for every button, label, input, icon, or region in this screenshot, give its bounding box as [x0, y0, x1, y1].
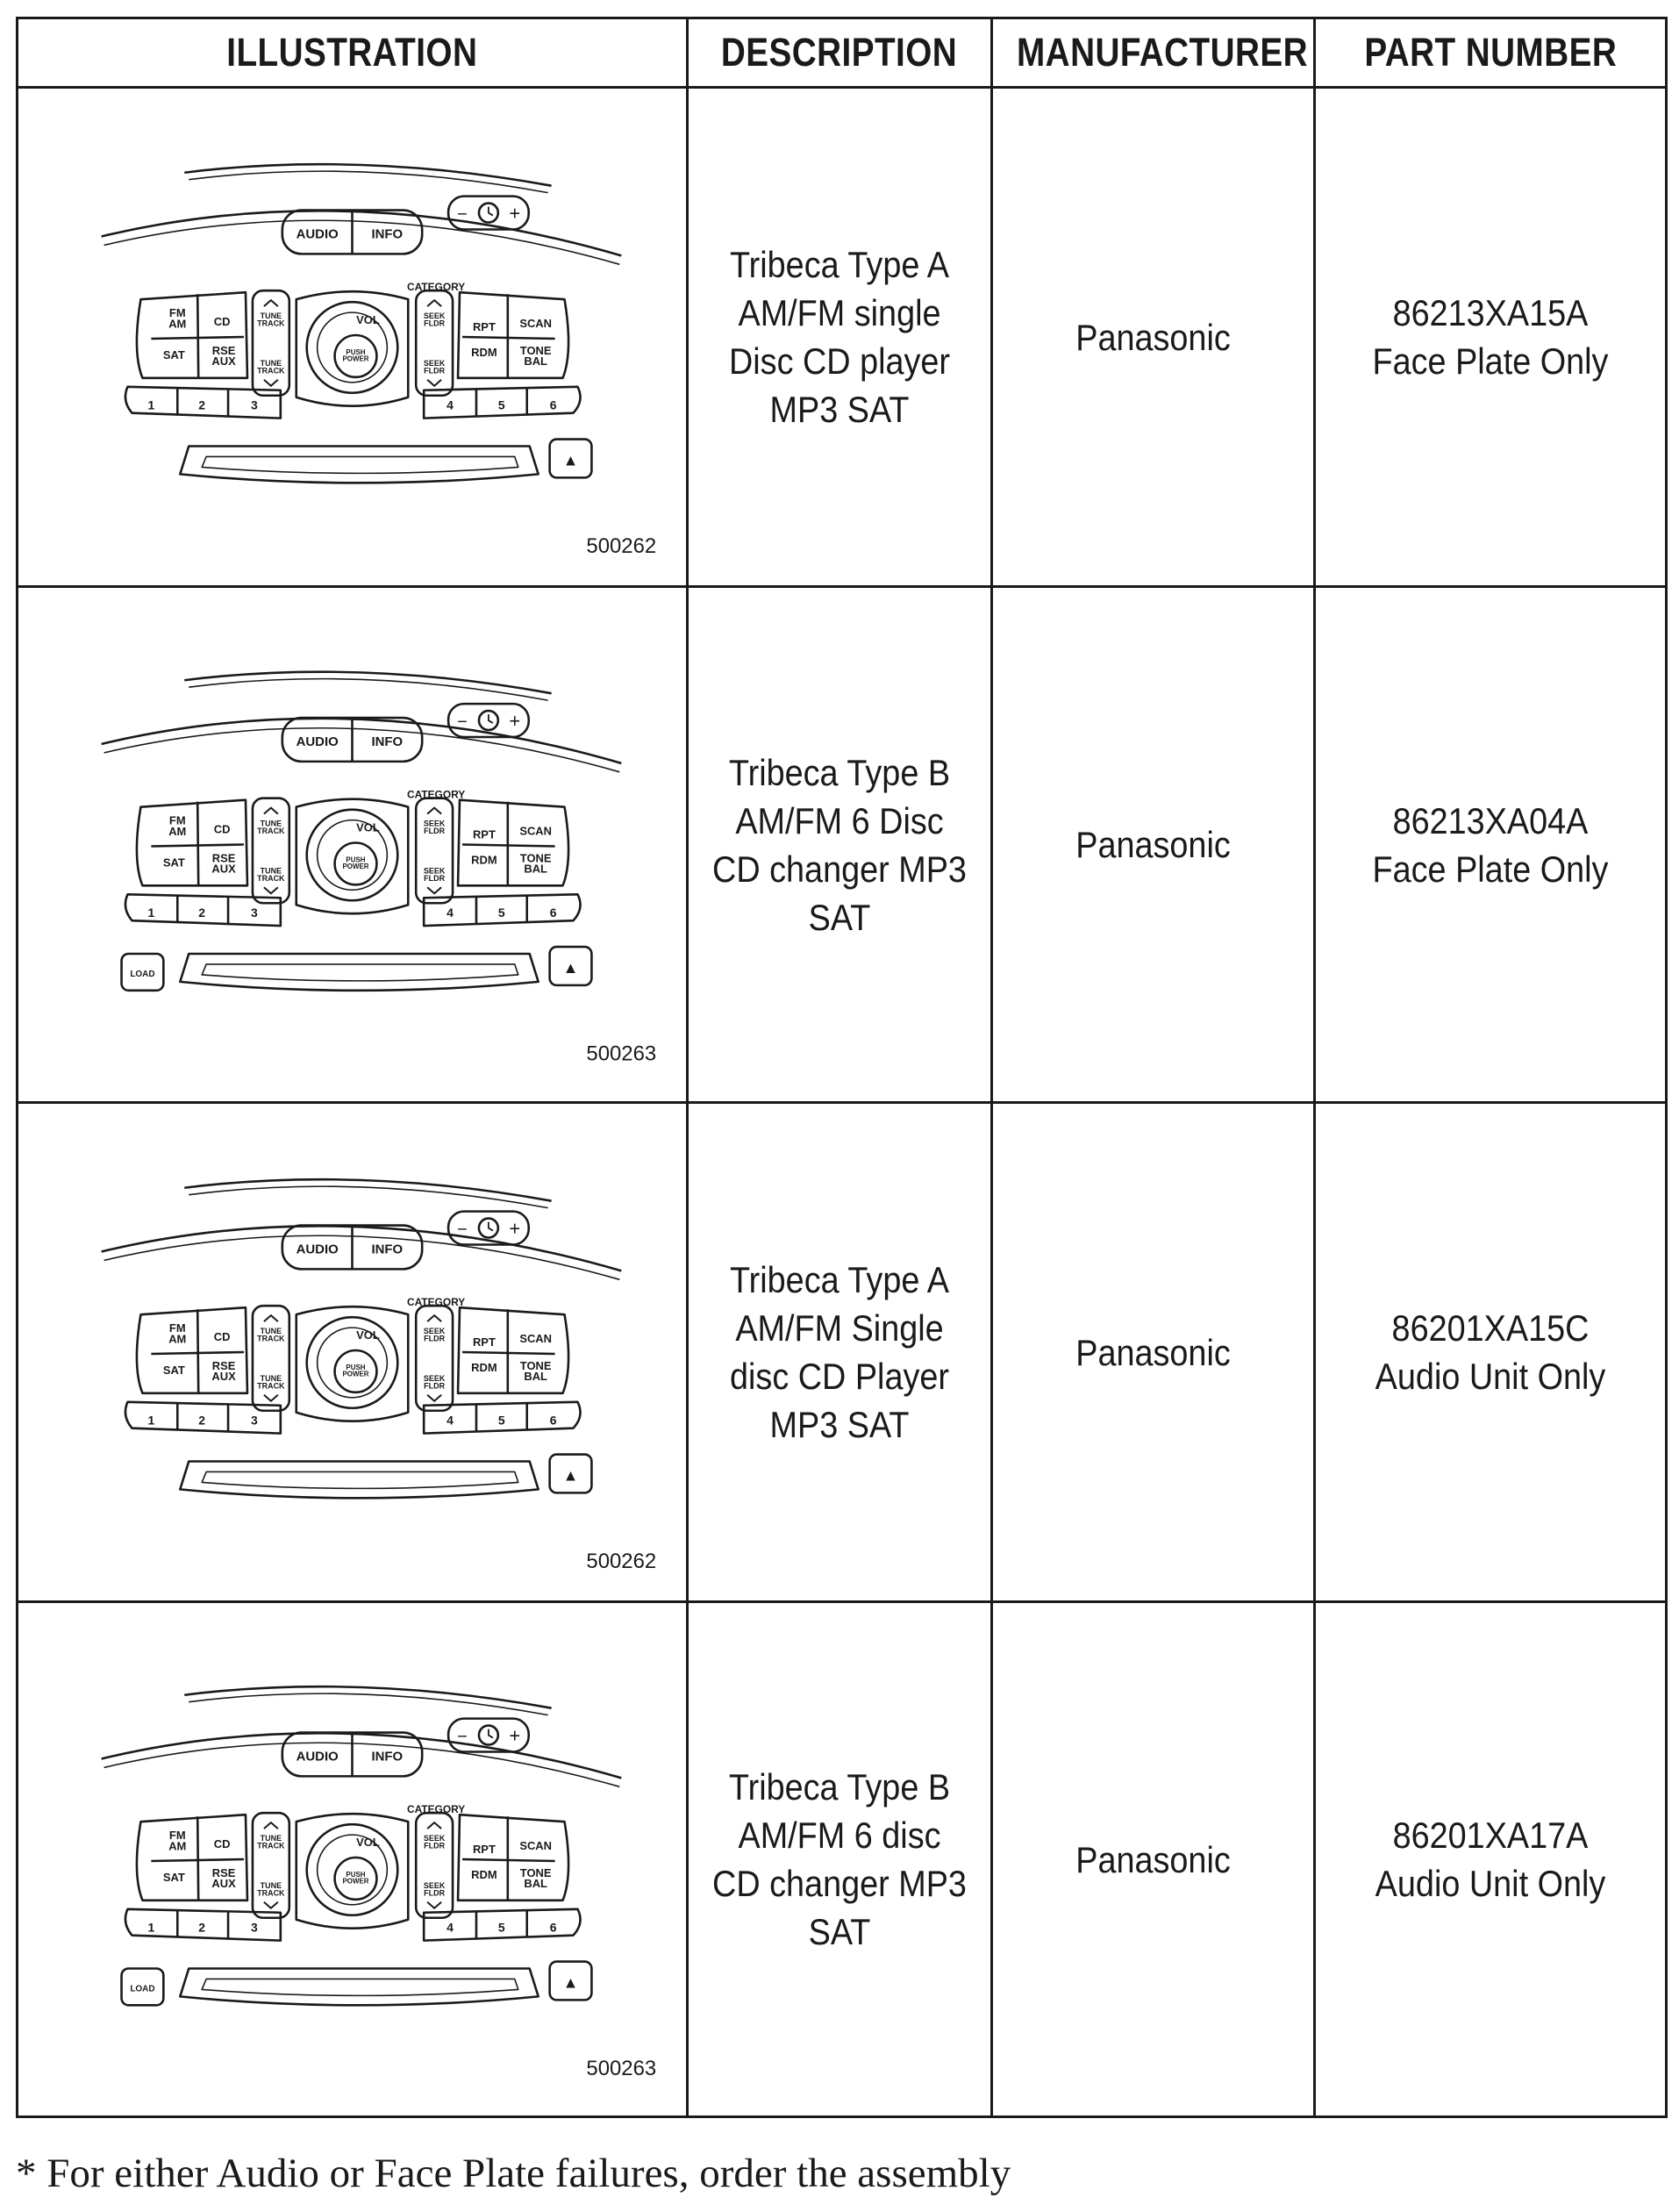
radio-faceplate-illustration: [18, 588, 686, 1101]
seek-fldr-label: SEEK: [423, 1880, 446, 1890]
eject-icon: ▲: [562, 1466, 579, 1485]
scan-button-label: SCAN: [519, 1839, 553, 1853]
seek-fldr-label: SEEK: [423, 1834, 446, 1843]
figure-number: 500263: [586, 2057, 657, 2081]
illustration-cell: [18, 1602, 688, 2117]
push-power-label: PUSH: [346, 1363, 366, 1371]
seek-down-arrow-icon: [427, 380, 441, 386]
part-number-cell: 86201XA15C Audio Unit Only: [1315, 1103, 1667, 1602]
radio-faceplate-illustration: [18, 89, 686, 585]
illustration-cell: [18, 88, 688, 587]
tune-down-arrow-icon: [264, 1395, 278, 1401]
seek-down-arrow-icon: [427, 887, 441, 893]
seek-fldr-rocker: [416, 798, 453, 904]
seek-fldr-label: SEEK: [423, 311, 446, 321]
preset-button-label: 4: [447, 906, 454, 920]
eject-icon: ▲: [562, 451, 579, 469]
audio-button-label: AUDIO: [296, 734, 339, 749]
volume-label: VOL: [356, 1836, 380, 1850]
description-cell: Tribeca Type A AM/FM Single disc CD Player MP3 SAT: [688, 1103, 992, 1602]
eject-icon: ▲: [562, 958, 579, 977]
cd-button-label: CD: [213, 315, 231, 329]
tune-track-label: TRACK: [257, 1381, 285, 1391]
header-manufacturer: MANUFACTURER: [992, 18, 1315, 88]
fm-am-button-label: AM: [168, 1332, 187, 1346]
seek-down-arrow-icon: [427, 1395, 441, 1401]
panel-top-arc: [189, 171, 547, 193]
rdm-button-label: RDM: [471, 853, 497, 867]
clock-minus-label: −: [457, 1220, 468, 1240]
seek-fldr-rocker: [416, 1306, 453, 1411]
panel-upper-arc: [102, 211, 622, 255]
figure-number: 500262: [586, 1550, 657, 1574]
tune-up-arrow-icon: [264, 300, 278, 306]
preset-button-label: 1: [147, 1413, 155, 1428]
tune-track-label: TRACK: [257, 873, 285, 883]
volume-label: VOL: [356, 820, 380, 834]
panel-upper-arc: [102, 1733, 622, 1778]
cd-button-label: CD: [213, 1837, 231, 1851]
tune-track-label: TUNE: [260, 1373, 282, 1383]
rpt-button-label: RPT: [472, 1843, 496, 1857]
tune-track-label: TUNE: [260, 311, 282, 321]
tune-track-label: TUNE: [260, 1880, 282, 1890]
panel-top-arc: [189, 1693, 547, 1715]
panel-upper-arc: [102, 1226, 622, 1271]
tune-track-label: TRACK: [257, 827, 285, 836]
category-label: CATEGORY: [406, 1296, 466, 1309]
manufacturer-cell: Panasonic: [992, 587, 1315, 1103]
manufacturer-cell: Panasonic: [992, 88, 1315, 587]
tone-bal-button-label: BAL: [524, 354, 547, 369]
manufacturer-cell: Panasonic: [992, 1103, 1315, 1602]
tune-track-rocker: [253, 798, 289, 904]
rpt-button-label: RPT: [472, 320, 496, 334]
seek-fldr-label: FLDR: [424, 319, 446, 328]
clock-plus-label: +: [509, 202, 521, 225]
seek-fldr-label: FLDR: [424, 827, 446, 836]
rpt-button-label: RPT: [472, 1335, 496, 1349]
cd-button-label: CD: [213, 822, 231, 836]
panel-upper-arc: [104, 1235, 620, 1279]
parts-table: [16, 17, 1668, 2118]
rdm-button-label: RDM: [471, 345, 497, 359]
illustration-cell: [18, 1103, 688, 1602]
table-row: [18, 587, 1667, 1103]
tune-track-rocker: [253, 1306, 289, 1411]
header-description: DESCRIPTION: [688, 18, 992, 88]
clock-minus-label: −: [457, 1727, 468, 1747]
preset-button-label: 3: [251, 906, 258, 920]
preset-button-label: 3: [251, 1920, 258, 1935]
fm-am-button-label: AM: [168, 824, 187, 838]
category-label: CATEGORY: [406, 281, 466, 294]
rdm-button-label: RDM: [471, 1867, 497, 1881]
panel-top-arc: [189, 1186, 547, 1208]
fm-am-button-label: FM: [168, 306, 186, 320]
table-row: [18, 1103, 1667, 1602]
seek-fldr-label: FLDR: [424, 873, 446, 883]
rpt-button-label: RPT: [472, 827, 496, 841]
info-button-label: INFO: [371, 1242, 404, 1257]
seek-up-arrow-icon: [427, 808, 441, 814]
push-power-label: PUSH: [346, 347, 366, 356]
rse-aux-button-label: AUX: [211, 1370, 236, 1384]
tune-up-arrow-icon: [264, 1822, 278, 1829]
preset-button-label: 5: [497, 397, 505, 412]
tune-track-rocker: [253, 1813, 289, 1918]
tune-track-label: TUNE: [260, 1834, 282, 1843]
radio-panel: [102, 164, 657, 558]
preset-button-label: 2: [198, 397, 206, 412]
panel-upper-arc: [104, 728, 620, 772]
preset-button-label: 3: [251, 1413, 258, 1428]
scan-button-label: SCAN: [519, 1332, 553, 1346]
rse-aux-button-label: RSE: [211, 343, 236, 357]
seek-fldr-label: SEEK: [423, 1327, 446, 1336]
tune-track-label: TRACK: [257, 1334, 285, 1343]
table-row: [18, 1602, 1667, 2117]
rse-aux-button-label: AUX: [211, 354, 236, 369]
rse-aux-button-label: AUX: [211, 1877, 236, 1891]
tune-track-label: TRACK: [257, 366, 285, 376]
panel-top-arc: [189, 679, 547, 701]
part-number-cell: 86201XA17A Audio Unit Only: [1315, 1602, 1667, 2117]
disc-slot: [180, 447, 538, 483]
clock-minus-label: −: [457, 204, 468, 225]
part-number-cell: 86213XA15A Face Plate Only: [1315, 88, 1667, 587]
fm-am-button-label: AM: [168, 317, 187, 331]
info-button-label: INFO: [371, 734, 404, 749]
tone-bal-button-label: BAL: [524, 862, 547, 876]
radio-faceplate-illustration: [18, 1603, 686, 2115]
clock-minus-label: −: [457, 712, 468, 733]
preset-button-label: 5: [497, 1413, 505, 1428]
tone-bal-button-label: BAL: [524, 1370, 547, 1384]
tone-bal-button-label: TONE: [519, 1358, 552, 1372]
seek-fldr-rocker: [416, 1813, 453, 1918]
radio-panel: [102, 672, 657, 1066]
rse-aux-button-label: AUX: [211, 862, 236, 876]
tone-bal-button-label: TONE: [519, 851, 552, 865]
seek-up-arrow-icon: [427, 1822, 441, 1829]
preset-button-label: 4: [447, 1413, 454, 1428]
right-button-block: [458, 1307, 568, 1393]
right-button-block: [458, 292, 568, 378]
radio-faceplate-illustration: [18, 1104, 686, 1600]
figure-number: 500262: [586, 534, 657, 559]
push-power-label: PUSH: [346, 855, 366, 864]
preset-button-label: 6: [549, 397, 557, 412]
preset-button-label: 1: [147, 906, 155, 920]
preset-button-label: 3: [251, 397, 258, 412]
seek-up-arrow-icon: [427, 1315, 441, 1321]
header-row: [18, 18, 1667, 88]
preset-button-label: 5: [497, 906, 505, 920]
rse-aux-button-label: RSE: [211, 1358, 236, 1372]
fm-am-button-label: FM: [168, 1829, 186, 1843]
tune-down-arrow-icon: [264, 380, 278, 386]
volume-label: VOL: [356, 1328, 380, 1342]
sat-button-label: SAT: [162, 855, 185, 870]
category-label: CATEGORY: [406, 788, 466, 801]
tone-bal-button-label: BAL: [524, 1877, 547, 1891]
description-cell: Tribeca Type B AM/FM 6 Disc CD changer MP3 SAT: [688, 587, 992, 1103]
rse-aux-button-label: RSE: [211, 851, 236, 865]
seek-up-arrow-icon: [427, 300, 441, 306]
tune-track-label: TRACK: [257, 319, 285, 328]
disc-slot: [180, 954, 538, 991]
tone-bal-button-label: TONE: [519, 343, 552, 357]
seek-fldr-label: SEEK: [423, 866, 446, 876]
fm-am-button-label: FM: [168, 813, 186, 827]
load-button-label: LOAD: [130, 1984, 155, 1994]
tune-track-rocker: [253, 290, 289, 396]
preset-button-label: 6: [549, 1413, 557, 1428]
preset-button-label: 2: [198, 1920, 206, 1935]
tune-track-label: TUNE: [260, 1327, 282, 1336]
push-power-label: POWER: [342, 862, 369, 870]
info-button-label: INFO: [371, 1749, 404, 1765]
push-power-label: POWER: [342, 1370, 369, 1378]
seek-fldr-label: SEEK: [423, 1373, 446, 1383]
seek-fldr-label: FLDR: [424, 1841, 446, 1850]
panel-upper-arc: [104, 1743, 620, 1786]
fm-am-button-label: AM: [168, 1839, 187, 1853]
tune-up-arrow-icon: [264, 808, 278, 814]
panel-upper-arc: [104, 220, 620, 264]
right-button-block: [458, 800, 568, 886]
preset-button-label: 1: [147, 397, 155, 412]
description-cell: Tribeca Type A AM/FM single Disc CD player MP3 SAT: [688, 88, 992, 587]
load-button-label: LOAD: [130, 969, 155, 979]
seek-fldr-rocker: [416, 290, 453, 396]
info-button-label: INFO: [371, 226, 404, 242]
footnote: * For either Audio or Face Plate failures, order the assembly: [16, 2151, 1011, 2196]
sat-button-label: SAT: [162, 347, 185, 362]
table-row: [18, 88, 1667, 587]
seek-fldr-label: SEEK: [423, 358, 446, 368]
radio-panel: [102, 1686, 657, 2080]
seek-fldr-label: FLDR: [424, 1334, 446, 1343]
preset-button-label: 1: [147, 1920, 155, 1935]
figure-number: 500263: [586, 1042, 657, 1066]
clock-plus-label: +: [509, 1724, 521, 1747]
push-power-label: POWER: [342, 354, 369, 363]
clock-plus-label: +: [509, 710, 521, 733]
volume-label: VOL: [356, 313, 380, 327]
cd-button-label: CD: [213, 1330, 231, 1344]
preset-button-label: 4: [447, 397, 454, 412]
preset-button-label: 4: [447, 1920, 454, 1935]
tune-down-arrow-icon: [264, 1902, 278, 1908]
eject-icon: ▲: [562, 1973, 579, 1992]
disc-slot: [180, 1462, 538, 1499]
preset-button-label: 2: [198, 906, 206, 920]
scan-button-label: SCAN: [519, 824, 553, 838]
panel-upper-arc: [102, 719, 622, 763]
description-cell: Tribeca Type B AM/FM 6 disc CD changer MP3 SAT: [688, 1602, 992, 2117]
right-button-block: [458, 1815, 568, 1901]
seek-fldr-label: FLDR: [424, 1381, 446, 1391]
preset-button-label: 6: [549, 1920, 557, 1935]
tune-up-arrow-icon: [264, 1315, 278, 1321]
tone-bal-button-label: TONE: [519, 1865, 552, 1879]
fm-am-button-label: FM: [168, 1321, 186, 1335]
preset-button-label: 5: [497, 1920, 505, 1935]
rdm-button-label: RDM: [471, 1360, 497, 1374]
audio-button-label: AUDIO: [296, 226, 339, 242]
push-power-label: PUSH: [346, 1870, 366, 1879]
seek-fldr-label: SEEK: [423, 819, 446, 828]
scan-button-label: SCAN: [519, 317, 553, 331]
sat-button-label: SAT: [162, 1870, 185, 1884]
preset-button-label: 2: [198, 1413, 206, 1428]
preset-button-label: 6: [549, 906, 557, 920]
clock-plus-label: +: [509, 1217, 521, 1240]
seek-down-arrow-icon: [427, 1902, 441, 1908]
category-label: CATEGORY: [406, 1803, 466, 1816]
header-part-number: PART NUMBER: [1315, 18, 1667, 88]
audio-button-label: AUDIO: [296, 1749, 339, 1765]
tune-down-arrow-icon: [264, 887, 278, 893]
tune-track-label: TRACK: [257, 1841, 285, 1850]
header-illustration: ILLUSTRATION: [18, 18, 688, 88]
push-power-label: POWER: [342, 1877, 369, 1886]
illustration-cell: [18, 587, 688, 1103]
manufacturer-cell: Panasonic: [992, 1602, 1315, 2117]
part-number-cell: 86213XA04A Face Plate Only: [1315, 587, 1667, 1103]
disc-slot: [180, 1969, 538, 2006]
audio-button-label: AUDIO: [296, 1242, 339, 1257]
sat-button-label: SAT: [162, 1363, 185, 1377]
radio-panel: [102, 1179, 657, 1573]
seek-fldr-label: FLDR: [424, 366, 446, 376]
tune-track-label: TUNE: [260, 358, 282, 368]
rse-aux-button-label: RSE: [211, 1865, 236, 1879]
tune-track-label: TUNE: [260, 866, 282, 876]
seek-fldr-label: FLDR: [424, 1888, 446, 1898]
tune-track-label: TRACK: [257, 1888, 285, 1898]
tune-track-label: TUNE: [260, 819, 282, 828]
